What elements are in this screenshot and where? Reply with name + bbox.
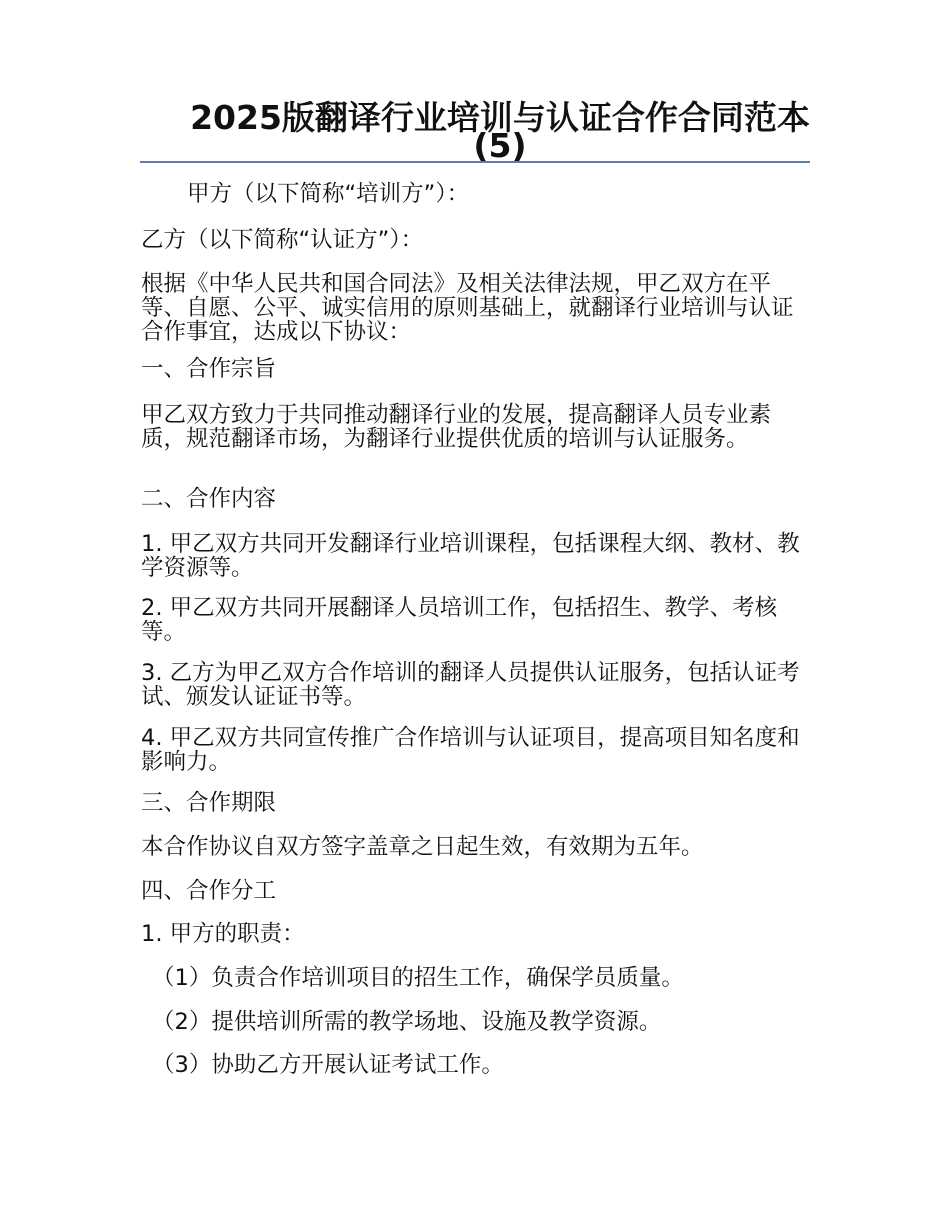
section-heading: 四、合作分工 <box>141 878 277 904</box>
party-a-line: 甲方（以下简称“培训方”）： <box>187 181 470 207</box>
section-heading: 一、合作宗旨 <box>141 356 277 382</box>
list-item: 1. 甲方的职责： <box>141 921 305 947</box>
section-heading: 二、合作内容 <box>141 486 277 512</box>
sub-list-item: （1）负责合作培训项目的招生工作，确保学员质量。 <box>152 965 684 991</box>
party-b-line: 乙方（以下简称“认证方”）： <box>141 227 424 253</box>
list-item: 2. 甲乙双方共同开展翻译人员培训工作，包括招生、教学、考核等。 <box>141 595 778 645</box>
sub-list-item: （3）协助乙方开展认证考试工作。 <box>152 1052 504 1078</box>
list-item: 4. 甲乙双方共同宣传推广合作培训与认证项目，提高项目知名度和影响力。 <box>141 725 800 775</box>
title-divider <box>140 161 810 163</box>
section-heading: 三、合作期限 <box>141 790 277 816</box>
section-paragraph: 本合作协议自双方签字盖章之日起生效，有效期为五年。 <box>141 834 704 860</box>
sub-list-item: （2）提供培训所需的教学场地、设施及教学资源。 <box>152 1009 662 1035</box>
section-paragraph: 甲乙双方致力于共同推动翻译行业的发展，提高翻译人员专业素质，规范翻译市场，为翻译行业提供优质的培训与认证服务。 <box>141 402 772 452</box>
preamble-paragraph: 根据《中华人民共和国合同法》及相关法律法规，甲乙双方在平等、自愿、公平、诚实信用的原则基础上，就翻译行业培训与认证合作事宜，达成以下协议： <box>141 271 794 345</box>
list-item: 3. 乙方为甲乙双方合作培训的翻译人员提供认证服务，包括认证考试、颁发认证证书等。 <box>141 660 800 710</box>
list-item: 1. 甲乙双方共同开发翻译行业培训课程，包括课程大纲、教材、教学资源等。 <box>141 531 800 581</box>
document-title: 2025版翻译行业培训与认证合作合同范本(5) <box>190 98 810 165</box>
